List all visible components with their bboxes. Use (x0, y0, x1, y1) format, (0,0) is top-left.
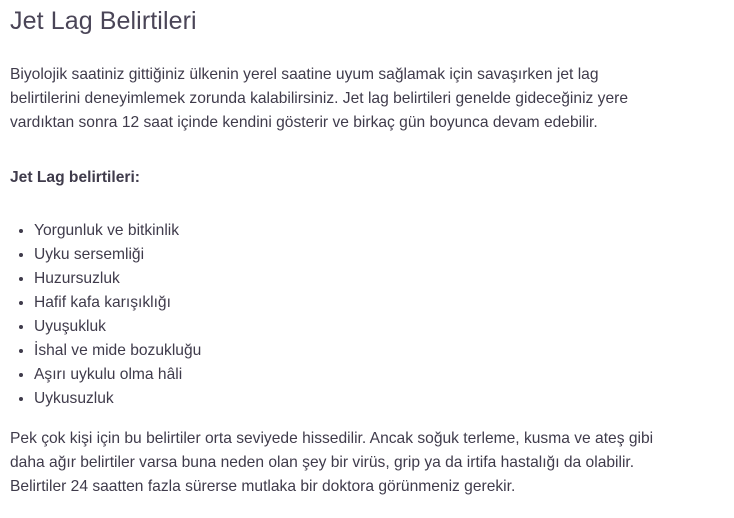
list-item: • Yorgunluk ve bitkinlik (34, 219, 201, 243)
list-item: • Uykusuzluk (34, 387, 201, 411)
symptoms-list (10, 219, 201, 411)
list-item: • Huzursuzluk (34, 267, 201, 291)
list-item: • Uyuşukluk (34, 315, 201, 339)
page-title: Jet Lag Belirtileri (10, 7, 197, 35)
symptoms-heading: Jet Lag belirtileri: (10, 169, 140, 186)
list-item: • İshal ve mide bozukluğu (34, 339, 201, 363)
list-item: • Aşırı uykulu olma hâli (34, 363, 201, 387)
list-item: • Uyku sersemliği (34, 243, 201, 267)
closing-paragraph: Pek çok kişi için bu belirtiler orta seviyede hissedilir. Ancak soğuk terleme, kusma ve ateş gibi daha ağır belirtiler varsa buna neden olan şey bir virüs, grip ya da irtifa hastalığı da olabilir. Belirtiler 24 saatten fazla sürerse mutlaka bir doktora görünmeniz gerekir. (10, 430, 654, 495)
list-item: • Hafif kafa karışıklığı (34, 291, 201, 315)
intro-paragraph: Biyolojik saatiniz gittiğiniz ülkenin yerel saatine uyum sağlamak için savaşırken jet lag belirtilerini deneyimlemek zorunda kalabilirsiniz. Jet lag belirtileri genelde gideceğiniz yere vardıktan sonra 12 saat içinde kendini gösterir ve birkaç gün boyunca devam edebilir. (10, 66, 628, 131)
